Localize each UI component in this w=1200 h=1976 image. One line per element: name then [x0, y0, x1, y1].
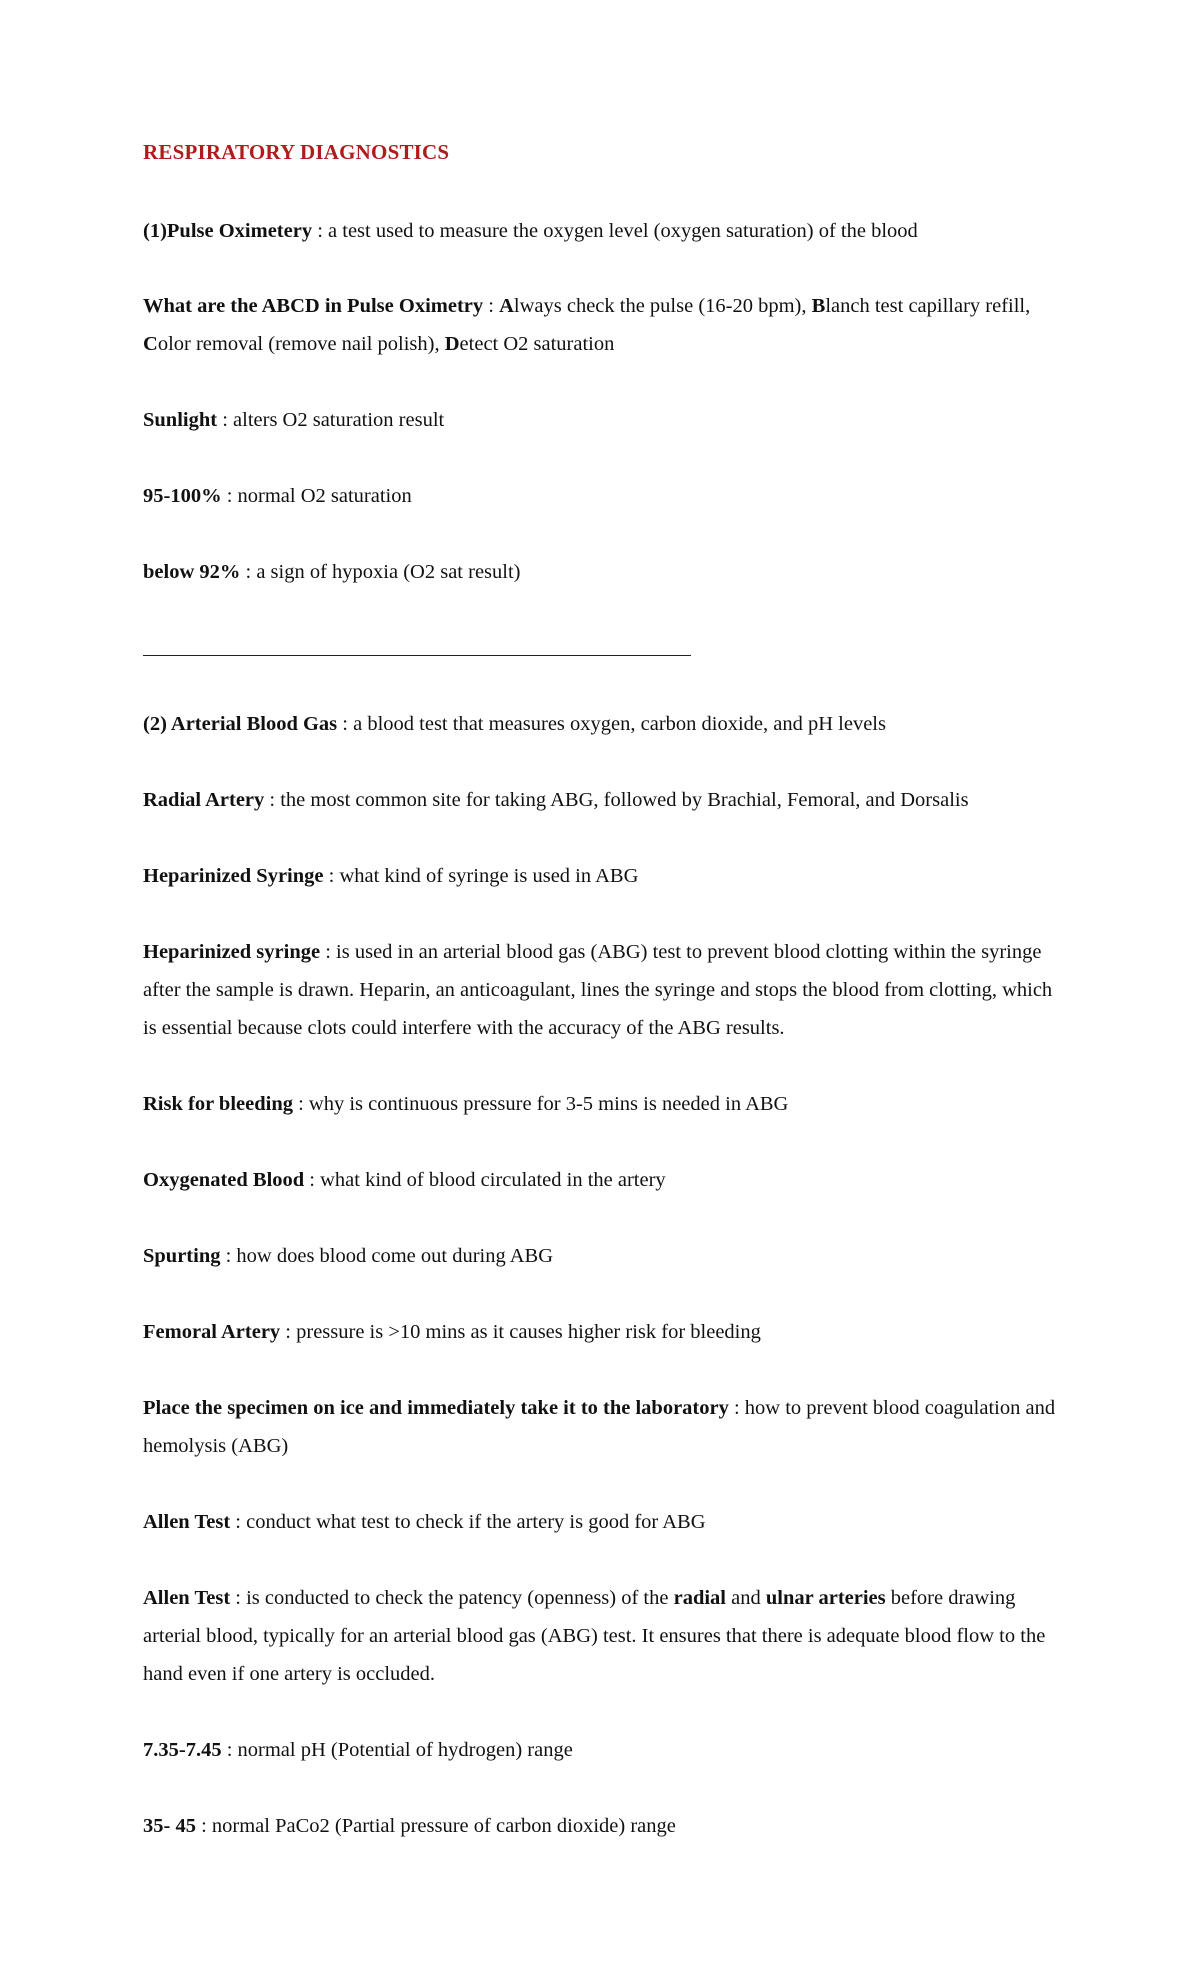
entry-term: Allen Test — [143, 1587, 231, 1609]
entry-oxygenated-blood — [143, 1161, 1063, 1199]
entry-definition: : how to prevent blood coagulation and hemolysis (ABG) — [143, 1397, 1056, 1457]
document-title: RESPIRATORY DIAGNOSTICS — [143, 140, 450, 164]
entry-definition: : pressure is >10 mins as it causes higher risk for bleeding — [280, 1321, 761, 1343]
entry-definition: : normal pH (Potential of hydrogen) range — [221, 1739, 573, 1761]
entry-hypoxia — [143, 553, 1063, 591]
entry-term: Risk for bleeding — [143, 1093, 293, 1115]
abcd-letter-c: C — [143, 333, 158, 355]
entry-term: Allen Test — [143, 1511, 231, 1533]
allen-detail-4: before drawing arterial blood, typically for an arterial blood gas (ABG) test. It ensures that there is adequate blood flow to the hand even if one artery is occluded. — [143, 1587, 1046, 1685]
entry-radial-artery — [143, 781, 1063, 819]
entry-term: below 92% — [143, 561, 241, 583]
abcd-2: lways check the pulse (16-20 bpm), — [513, 295, 812, 317]
entry-normal-ph — [143, 1731, 1063, 1769]
entry-femoral-artery — [143, 1313, 1063, 1351]
entry-spurting — [143, 1237, 1063, 1275]
entry-definition: : a sign of hypoxia (O2 sat result) — [240, 561, 521, 583]
entry-definition: : why is continuous pressure for 3-5 mins is needed in ABG — [292, 1093, 789, 1115]
entry-definition: : conduct what test to check if the artery is good for ABG — [230, 1511, 706, 1533]
entry-definition: : normal PaCo2 (Partial pressure of carbon dioxide) range — [195, 1815, 676, 1837]
abcd-letter-a: A — [499, 295, 514, 317]
entry-definition: : the most common site for taking ABG, followed by Brachial, Femoral, and Dorsalis — [264, 789, 969, 811]
entry-term: 7.35-7.45 — [143, 1739, 222, 1761]
entry-definition: : what kind of syringe is used in ABG — [323, 865, 639, 887]
abcd-6: olor removal (remove nail polish), — [157, 333, 445, 355]
entry-normal-paco2 — [143, 1807, 1063, 1845]
entry-term: 35- 45 — [143, 1815, 196, 1837]
entry-heparinized-syringe-detail — [143, 933, 1063, 1047]
entry-term: Sunlight — [143, 409, 218, 431]
entry-definition: : how does blood come out during ABG — [220, 1245, 554, 1267]
abcd-4: lanch test capillary refill, — [825, 295, 1031, 317]
arterial-blood-gas-heading — [143, 705, 1063, 743]
abcd-8: etect O2 saturation — [459, 333, 615, 355]
entry-term: Heparinized syringe — [143, 941, 321, 963]
entry-normal-o2 — [143, 477, 1063, 515]
entry-definition: : a test used to measure the oxygen level (oxygen saturation) of the blood — [312, 220, 918, 242]
abcd-letter-d: D — [444, 333, 460, 355]
entry-sunlight — [143, 401, 1063, 439]
entry-term: (1)Pulse Oximetery — [143, 220, 313, 242]
entry-term: What are the ABCD in Pulse Oximetry — [143, 295, 484, 317]
entry-term: (2) Arterial Blood Gas — [143, 713, 338, 735]
section-divider — [143, 655, 691, 656]
entry-definition: : is used in an arterial blood gas (ABG) test to prevent blood clotting within the syringe after the sample is drawn. Heparin, an anticoagulant, lines the syringe and stops the blood from clotting, which is essential because clots could interfere with the accuracy of the ABG results. — [143, 941, 1053, 1039]
pulse-oximetry-heading — [143, 212, 1063, 250]
allen-detail-radial: radial — [673, 1587, 727, 1609]
entry-definition: : normal O2 saturation — [221, 485, 412, 507]
allen-detail-0: : is conducted to check the patency (openness) of the — [230, 1587, 674, 1609]
entry-term: Heparinized Syringe — [143, 865, 324, 887]
entry-term: Spurting — [143, 1245, 221, 1267]
entry-definition: : alters O2 saturation result — [217, 409, 445, 431]
entry-term: Place the specimen on ice and immediately take it to the laboratory — [143, 1397, 729, 1419]
entry-term: Radial Artery — [143, 789, 265, 811]
abcd-entry — [143, 287, 1063, 363]
entry-definition: : a blood test that measures oxygen, carbon dioxide, and pH levels — [337, 713, 886, 735]
entry-term: Femoral Artery — [143, 1321, 281, 1343]
entry-term: Oxygenated Blood — [143, 1169, 305, 1191]
entry-definition: : what kind of blood circulated in the artery — [304, 1169, 666, 1191]
allen-detail-2: and — [726, 1587, 766, 1609]
entry-specimen-on-ice — [143, 1389, 1063, 1465]
entry-term: 95-100% — [143, 485, 222, 507]
allen-detail-ulnar: ulnar arteries — [765, 1587, 886, 1609]
entry-risk-for-bleeding — [143, 1085, 1063, 1123]
entry-allen-test — [143, 1503, 1063, 1541]
abcd-letter-b: B — [811, 295, 826, 317]
abcd-0: : — [483, 295, 500, 317]
entry-allen-test-detail — [143, 1579, 1063, 1693]
entry-heparinized-syringe — [143, 857, 1063, 895]
